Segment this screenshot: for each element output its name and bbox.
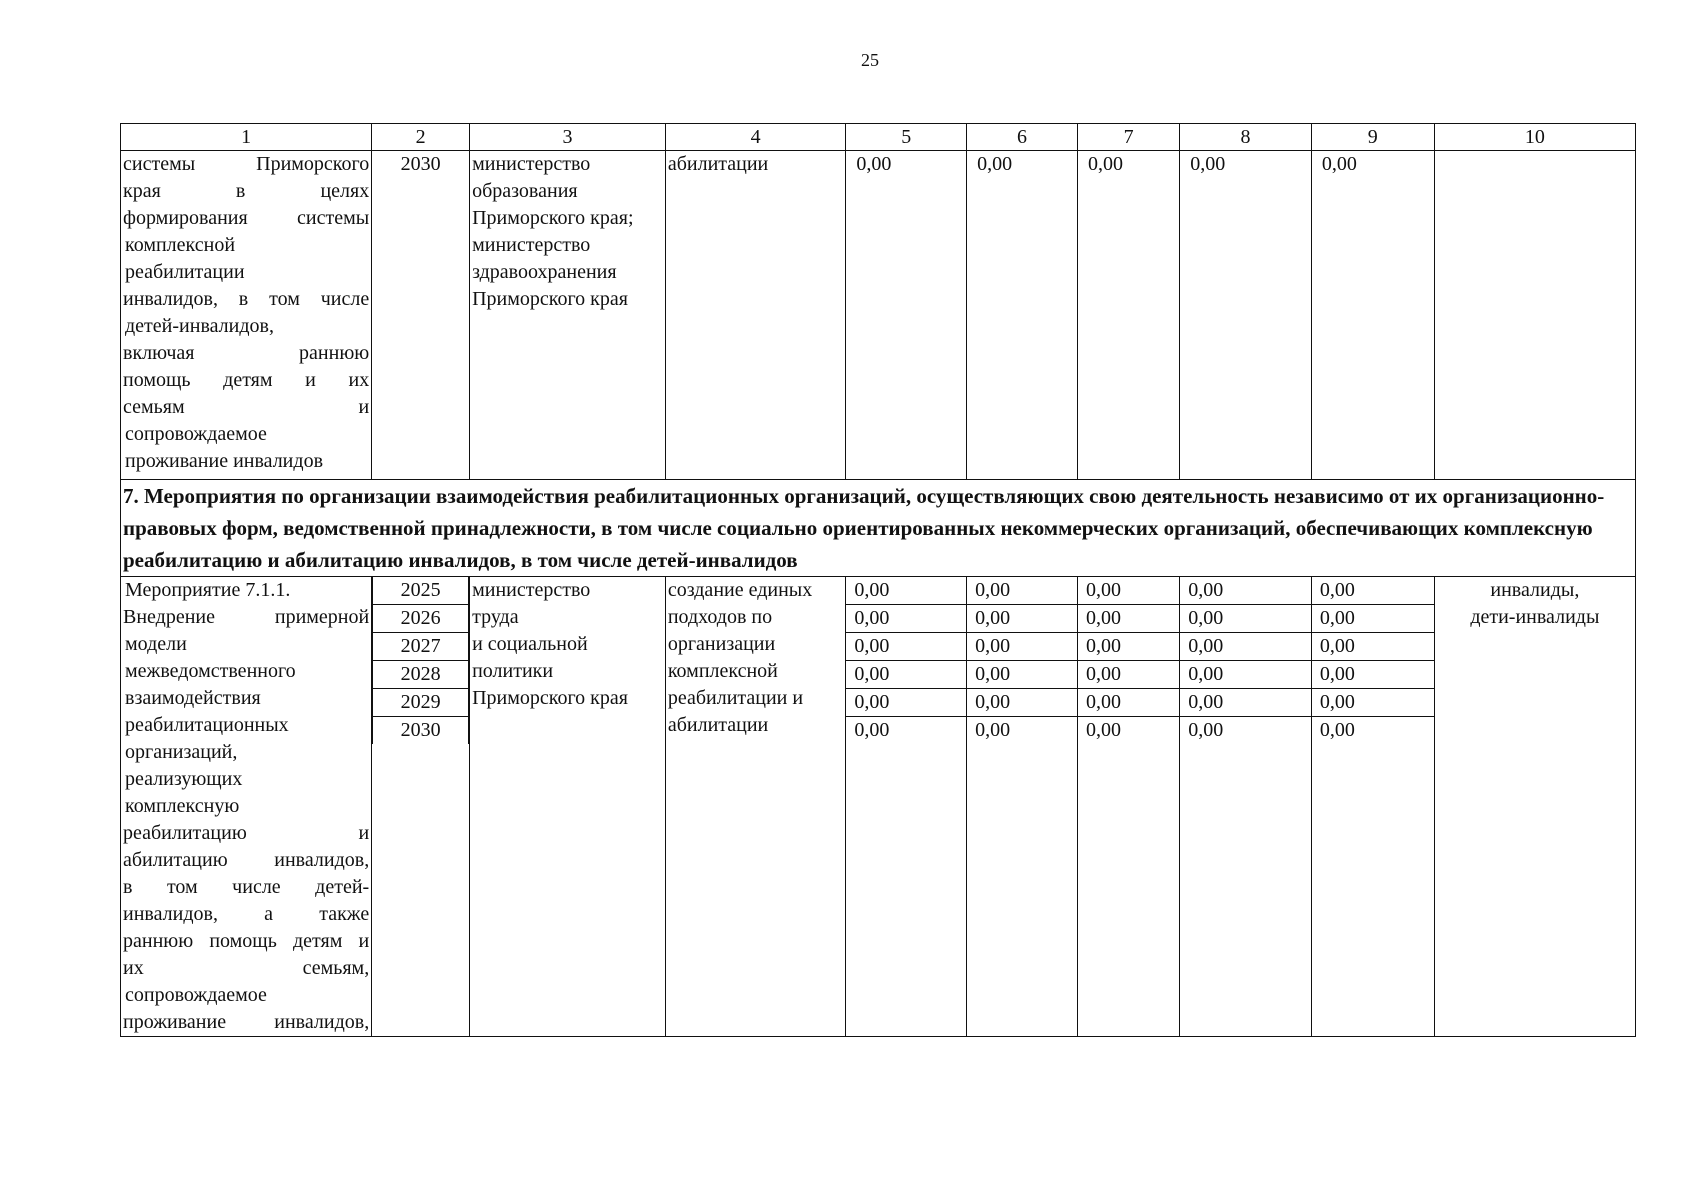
col-header-10: 10: [1434, 124, 1635, 151]
value: 0,00: [967, 577, 1077, 605]
value: 0,00: [854, 719, 890, 741]
value: 0,00: [1078, 689, 1179, 717]
text-line: реабилитационных: [125, 714, 289, 736]
text-line: помощь детям и их: [123, 369, 370, 391]
value: 0,00: [846, 661, 966, 689]
value: 0,00: [1086, 719, 1122, 741]
text-line: системы Приморского: [123, 153, 370, 175]
text-line: комплексную: [125, 795, 240, 817]
executor-cell: [470, 577, 666, 1037]
text-line: их семьям,: [123, 957, 370, 979]
text-line: Приморского края: [472, 687, 628, 709]
text-line: реализующих: [125, 768, 243, 790]
text-line: реабилитации: [125, 261, 245, 283]
text-line: межведомственного: [125, 660, 296, 682]
text-line: семьям и: [123, 396, 370, 418]
value: 0,00: [1078, 577, 1179, 605]
text-line: реабилитацию и: [123, 822, 370, 844]
text-line: детей-инвалидов,: [125, 315, 274, 337]
values-col9-cell: [1311, 577, 1434, 1037]
value: 0,00: [1180, 577, 1311, 605]
text-line: модели: [125, 633, 187, 655]
text-line: в том числе детей-: [123, 876, 370, 898]
years-cell: [372, 577, 470, 1037]
section-heading: 7. Мероприятия по организации взаимодействия реабилитационных организаций, осуществляющих свою деятельность независимо от их организационно-правовых форм, ведомственной принадлежности, в том числе социально ориентированных некоммерческих организаций, обеспечивающих комплексную реабилитацию и абилитацию инвалидов, в том числе детей-инвалидов: [121, 480, 1636, 577]
col-header-9: 9: [1311, 124, 1434, 151]
value: 0,00: [1078, 605, 1179, 633]
text-line: и социальной: [472, 633, 588, 655]
text-line: края в целях: [123, 180, 370, 202]
text-line: абилитацию инвалидов,: [123, 849, 370, 871]
col-header-5: 5: [846, 124, 967, 151]
text-line: формирования системы: [123, 207, 370, 229]
col-header-6: 6: [967, 124, 1078, 151]
result-cell: абилитации: [665, 151, 846, 480]
value-cell: 0,00: [1078, 151, 1180, 480]
text-line: образования: [472, 180, 578, 202]
value: 0,00: [1312, 661, 1434, 689]
values-col7-cell: [1078, 577, 1180, 1037]
value: 0,00: [1312, 577, 1434, 605]
value-cell: 0,00: [1180, 151, 1312, 480]
activity-description-cell: [121, 151, 372, 480]
header-row: [121, 124, 1636, 151]
year-value: 2029: [372, 689, 469, 717]
result-cell: [665, 577, 846, 1037]
value: 0,00: [846, 689, 966, 717]
value: 0,00: [1180, 661, 1311, 689]
target-group-cell: [1434, 151, 1635, 480]
page-number: 25: [861, 50, 879, 70]
text-line: организации: [667, 633, 776, 655]
text-line: министерство: [472, 234, 591, 256]
value: 0,00: [846, 577, 966, 605]
value-cell: 0,00: [1311, 151, 1434, 480]
value: 0,00: [1078, 661, 1179, 689]
text-line: включая раннюю: [123, 342, 370, 364]
text-line: Внедрение примерной: [123, 606, 370, 628]
text-line: инвалидов, а также: [123, 903, 370, 925]
text-line: Приморского края;: [472, 207, 634, 229]
value: 0,00: [1319, 719, 1355, 741]
value: 0,00: [1180, 605, 1311, 633]
year-value: 2028: [372, 661, 469, 689]
value: 0,00: [1312, 689, 1434, 717]
value: 0,00: [975, 719, 1011, 741]
text-line: комплексной: [125, 234, 236, 256]
year-value: 2027: [372, 633, 469, 661]
text-line: политики: [472, 660, 554, 682]
text-line: взаимодействия: [125, 687, 261, 709]
year-value: 2025: [372, 577, 469, 605]
value: 0,00: [1188, 719, 1224, 741]
value: 0,00: [1180, 633, 1311, 661]
table-row-previous: [121, 151, 1636, 480]
col-header-4: 4: [665, 124, 846, 151]
text-line: комплексной: [667, 660, 778, 682]
value-cell: 0,00: [846, 151, 967, 480]
text-line: сопровождаемое: [125, 984, 267, 1006]
col-header-1: 1: [121, 124, 372, 151]
value: 0,00: [1312, 633, 1434, 661]
activity-description-cell: [121, 577, 372, 1037]
text-line: реабилитации и: [667, 687, 804, 709]
value: 0,00: [967, 633, 1077, 661]
text-line: сопровождаемое: [125, 423, 267, 445]
text-line: министерство: [472, 153, 591, 175]
text-line: проживание инвалидов,: [123, 1011, 370, 1033]
text-line: дети-инвалиды: [1470, 606, 1600, 628]
col-header-3: 3: [470, 124, 666, 151]
values-col5-cell: [846, 577, 967, 1037]
text-line: здравоохранения: [472, 261, 617, 283]
executor-cell: [470, 151, 666, 480]
text-line: создание единых: [667, 579, 813, 601]
year-value: 2026: [372, 605, 469, 633]
value: 0,00: [846, 605, 966, 633]
col-header-7: 7: [1078, 124, 1180, 151]
value: 0,00: [1180, 689, 1311, 717]
year-cell: 2030: [372, 151, 470, 480]
text-line: министерство: [472, 579, 591, 601]
text-line: организаций,: [125, 741, 238, 763]
text-line: Мероприятие 7.1.1.: [125, 579, 291, 601]
text-line: абилитации: [667, 714, 769, 736]
col-header-8: 8: [1180, 124, 1312, 151]
text-line: труда: [472, 606, 519, 628]
text-line: инвалидов, в том числе: [123, 288, 370, 310]
year-value: 2030: [372, 717, 469, 744]
text-line: подходов по: [667, 606, 773, 628]
value: 0,00: [1312, 605, 1434, 633]
value: 0,00: [1078, 633, 1179, 661]
table-row-activity-7-1-1: [121, 577, 1636, 1037]
text-line: Приморского края: [472, 288, 628, 310]
value: 0,00: [967, 605, 1077, 633]
target-group-cell: [1434, 577, 1635, 1037]
section-heading-row: [121, 480, 1636, 577]
text-line: инвалиды,: [1490, 579, 1580, 601]
values-col6-cell: [967, 577, 1078, 1037]
value: 0,00: [967, 689, 1077, 717]
value-cell: 0,00: [967, 151, 1078, 480]
text-line: проживание инвалидов: [125, 450, 324, 472]
text-line: раннюю помощь детям и: [123, 930, 370, 952]
values-col8-cell: [1180, 577, 1312, 1037]
value: 0,00: [967, 661, 1077, 689]
value: 0,00: [846, 633, 966, 661]
program-table: [120, 123, 1636, 1037]
col-header-2: 2: [372, 124, 470, 151]
